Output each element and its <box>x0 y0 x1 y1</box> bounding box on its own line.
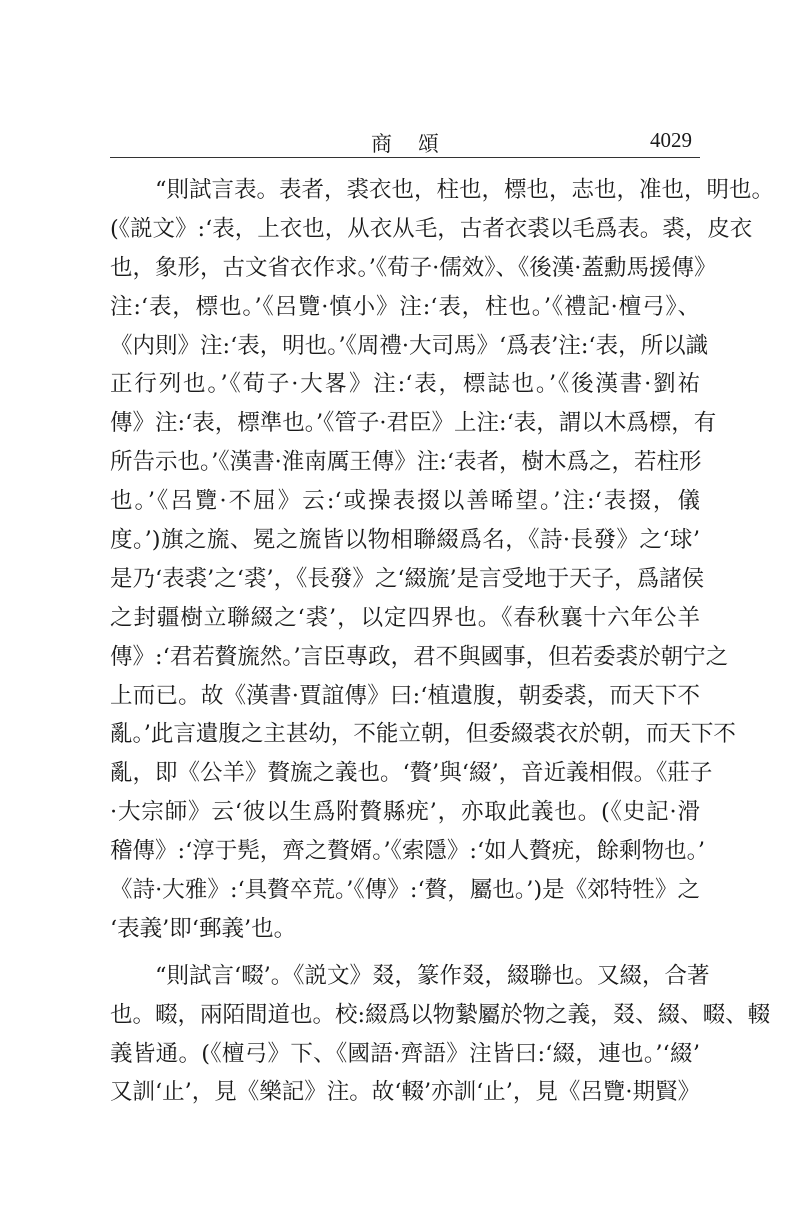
text-line: 傳》:‘君若贅旒然。’言臣專政，君不與國事，但若委裘於朝宁之 <box>110 643 729 670</box>
text-line: ‘表義’即‘郵義’也。 <box>110 915 297 942</box>
text-line: 義皆通。(《檀弓》下、《國語·齊語》注皆曰:‘綴，連也。’‘綴’ <box>110 1040 700 1067</box>
text-line: 也。畷，兩陌間道也。校:綴爲以物縶屬於物之義，叕、綴、畷、輟 <box>110 1001 771 1028</box>
text-line: 正行列也。’《荀子·大畧》注:‘表，標誌也。’《後漢書·劉祐 <box>110 371 700 398</box>
text-line: 《内則》注:‘表，明也。’《周禮·大司馬》‘爲表’注:‘表，所以識 <box>110 332 709 359</box>
text-line: 也。’《呂覽·不屈》云:‘或操表掇以善晞望。’注:‘表掇，儀 <box>110 488 700 515</box>
text-line: 也，象形，古文省衣作求。’《荀子·儒效》、《後漢·蓋勳馬援傳》 <box>110 254 717 281</box>
text-line: 是乃‘表裘’之‘裘’，《長發》之‘綴旒’是言受地于天子，爲諸侯 <box>110 565 705 592</box>
text-line: 注:‘表，標也。’《呂覽·慎小》注:‘表，柱也。’《禮記·檀弓》、 <box>110 293 700 320</box>
text-line: 所告示也。’《漢書·淮南厲王傳》注:‘表者，樹木爲之，若柱形 <box>110 449 702 476</box>
header-rule <box>110 157 700 158</box>
paragraph <box>110 957 771 1113</box>
text-line: 亂，即《公羊》贅旒之義也。‘贅’與‘綴’，音近義相假。《莊子 <box>110 760 713 787</box>
text-line: 亂。’此言遺腹之主甚幼，不能立朝，但委綴裘衣於朝，而天下不 <box>110 721 736 748</box>
text-line: ·大宗師》云‘彼以生爲附贅縣疣’，亦取此義也。(《史記·滑 <box>110 799 700 826</box>
text-line: (《説文》:‘表，上衣也，从衣从毛，古者衣裘以毛爲表。裘，皮衣 <box>110 215 753 242</box>
text-line: “則試言表。表者，裘衣也，柱也，標也，志也，准也，明也。 <box>155 177 775 203</box>
body-text <box>110 171 775 1112</box>
text-line: 上而已。故《漢書·賈誼傳》曰:‘植遺腹，朝委裘，而天下不 <box>110 682 700 709</box>
paragraph <box>110 171 775 949</box>
text-line: 之封疆樹立聯綴之‘裘’，以定四界也。《春秋襄十六年公羊 <box>110 604 700 631</box>
running-title: 商頌 <box>371 132 465 156</box>
text-line: 傳》注:‘表，標準也。’《管子·君臣》上注:‘表，謂以木爲標，有 <box>110 410 717 437</box>
text-line: 度。’)旗之旒、冕之旒皆以物相聯綴爲名，《詩·長發》之‘球’ <box>110 527 700 554</box>
text-line: 又訓‘止’，見《樂記》注。故‘輟’亦訓‘止’，見《呂覽·期賢》 <box>110 1079 701 1106</box>
text-line: “則試言‘畷’。《説文》叕，篆作叕，綴聯也。又綴，合著 <box>155 962 710 989</box>
text-line: 《詩·大雅》:‘具贅卒荒。’《傳》:‘贅，屬也。’)是《郊特牲》之 <box>110 877 700 904</box>
text-line: 稽傳》:‘淳于髡，齊之贅婿。’《索隱》:‘如人贅疣，餘剩物也。’ <box>110 838 706 865</box>
page-number: 4029 <box>650 128 692 152</box>
